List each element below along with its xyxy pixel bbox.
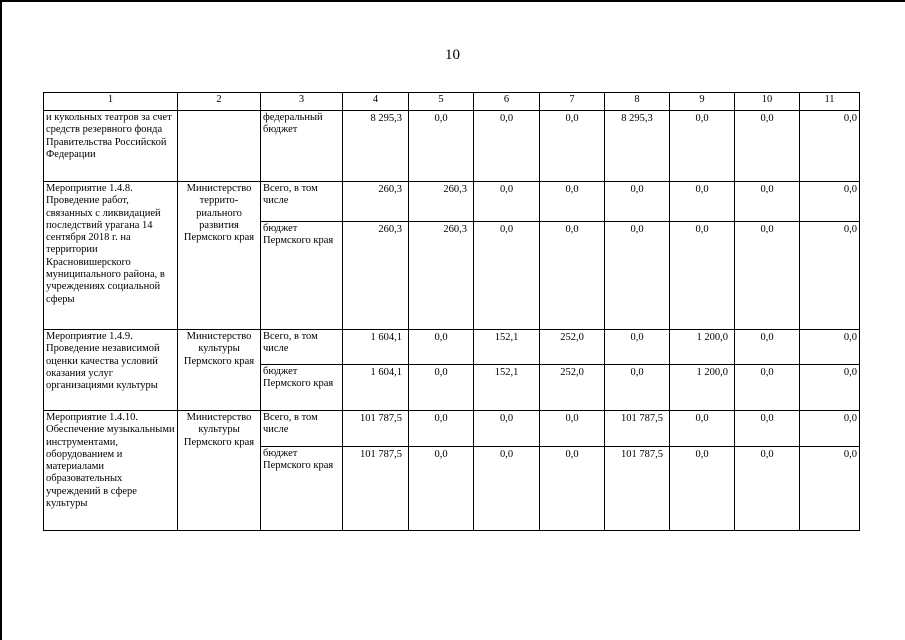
value-cell: 0,0 (735, 447, 800, 531)
value-cell: 101 787,5 (343, 411, 409, 447)
value-cell: 252,0 (540, 365, 605, 411)
value-cell: 0,0 (474, 111, 540, 182)
scan-edge-left (0, 0, 2, 640)
value-cell: 260,3 (343, 222, 409, 330)
funding-source: федеральный бюджет (261, 111, 343, 182)
value-cell: 260,3 (343, 182, 409, 222)
funding-source: бюджет Пермского края (261, 447, 343, 531)
value-cell: 0,0 (800, 111, 860, 182)
value-cell: 1 200,0 (670, 330, 735, 365)
value-cell: 0,0 (800, 222, 860, 330)
column-header: 6 (474, 93, 540, 111)
value-cell: 0,0 (474, 411, 540, 447)
value-cell: 0,0 (409, 365, 474, 411)
value-cell: 0,0 (409, 447, 474, 531)
funding-source: бюджет Пермского края (261, 365, 343, 411)
value-cell: 8 295,3 (343, 111, 409, 182)
measure-name: и кукольных театров за счет средств резервного фонда Правительства Российской Федерации (44, 111, 178, 182)
value-cell: 0,0 (605, 330, 670, 365)
scan-edge-top (0, 0, 905, 2)
value-cell: 0,0 (800, 182, 860, 222)
value-cell: 0,0 (800, 447, 860, 531)
value-cell: 0,0 (800, 365, 860, 411)
column-header: 11 (800, 93, 860, 111)
value-cell: 101 787,5 (343, 447, 409, 531)
funding-source: Всего, в том числе (261, 411, 343, 447)
measure-name: Мероприятие 1.4.9. Проведение независимой оценки качества условий оказания услуг организациями культуры (44, 330, 178, 411)
value-cell: 0,0 (735, 111, 800, 182)
value-cell: 152,1 (474, 330, 540, 365)
table-row (44, 330, 860, 365)
value-cell: 0,0 (409, 411, 474, 447)
value-cell: 0,0 (735, 330, 800, 365)
value-cell: 101 787,5 (605, 411, 670, 447)
value-cell: 0,0 (670, 411, 735, 447)
page-number: 10 (445, 47, 460, 63)
value-cell: 0,0 (800, 411, 860, 447)
table-row (44, 182, 860, 222)
column-header: 7 (540, 93, 605, 111)
column-header: 3 (261, 93, 343, 111)
funding-source: бюджет Пермского края (261, 222, 343, 330)
value-cell: 0,0 (540, 447, 605, 531)
executor: Министерство культуры Пермского края (178, 330, 261, 411)
value-cell: 0,0 (605, 365, 670, 411)
value-cell: 0,0 (670, 111, 735, 182)
value-cell: 0,0 (409, 111, 474, 182)
column-header: 8 (605, 93, 670, 111)
value-cell: 0,0 (670, 222, 735, 330)
value-cell: 0,0 (670, 447, 735, 531)
column-header: 5 (409, 93, 474, 111)
measure-name: Мероприятие 1.4.10. Обеспечение музыкальными инструментами, оборудованием и материалами образовательных учреждений в сфере культуры (44, 411, 178, 531)
value-cell: 0,0 (605, 222, 670, 330)
value-cell: 260,3 (409, 182, 474, 222)
value-cell: 1 604,1 (343, 330, 409, 365)
value-cell: 0,0 (735, 411, 800, 447)
column-header: 4 (343, 93, 409, 111)
value-cell: 0,0 (540, 222, 605, 330)
value-cell: 260,3 (409, 222, 474, 330)
executor: Министерство террито-риального развития Пермского края (178, 182, 261, 330)
value-cell: 0,0 (474, 222, 540, 330)
value-cell: 0,0 (605, 182, 670, 222)
value-cell: 0,0 (735, 365, 800, 411)
executor (178, 111, 261, 182)
value-cell: 0,0 (409, 330, 474, 365)
value-cell: 101 787,5 (605, 447, 670, 531)
value-cell: 0,0 (540, 411, 605, 447)
executor: Министерство культуры Пермского края (178, 411, 261, 531)
column-header-row (44, 93, 860, 111)
table-row (44, 411, 860, 447)
value-cell: 0,0 (474, 182, 540, 222)
funding-source: Всего, в том числе (261, 330, 343, 365)
column-header: 9 (670, 93, 735, 111)
value-cell: 0,0 (540, 182, 605, 222)
value-cell: 0,0 (800, 330, 860, 365)
column-header: 2 (178, 93, 261, 111)
value-cell: 0,0 (540, 111, 605, 182)
value-cell: 252,0 (540, 330, 605, 365)
measure-name: Мероприятие 1.4.8. Проведение работ, связанных с ликвидацией последствий урагана 14 сентября 2018 г. на территории Красновишерского муниципального района, в учреждениях социальной сферы (44, 182, 178, 330)
value-cell: 1 604,1 (343, 365, 409, 411)
value-cell: 1 200,0 (670, 365, 735, 411)
value-cell: 0,0 (670, 182, 735, 222)
value-cell: 152,1 (474, 365, 540, 411)
value-cell: 0,0 (735, 182, 800, 222)
value-cell: 8 295,3 (605, 111, 670, 182)
value-cell: 0,0 (735, 222, 800, 330)
budget-table (43, 92, 860, 531)
column-header: 1 (44, 93, 178, 111)
value-cell: 0,0 (474, 447, 540, 531)
table-row (44, 111, 860, 182)
column-header: 10 (735, 93, 800, 111)
funding-source: Всего, в том числе (261, 182, 343, 222)
